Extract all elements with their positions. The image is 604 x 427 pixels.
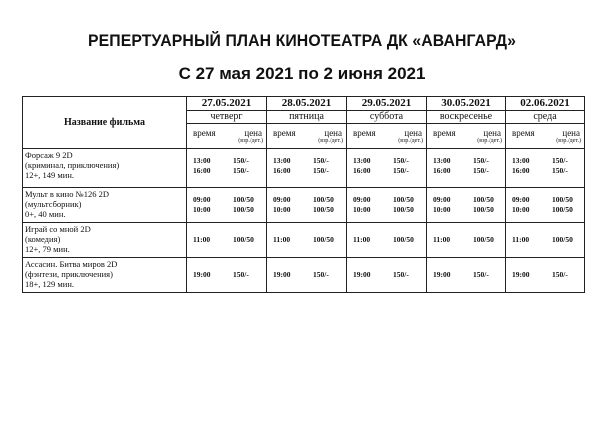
session-price: 100/50 xyxy=(233,195,254,204)
session-price: 150/- xyxy=(313,156,329,165)
session-time: 13:00 xyxy=(273,156,291,165)
film-info-line: Мульт в кино №126 2D xyxy=(25,189,109,199)
price-note: (взр./дет.) xyxy=(477,138,502,144)
session-time: 13:00 xyxy=(433,156,451,165)
session-cell xyxy=(347,258,427,293)
session-time: 19:00 xyxy=(193,270,211,279)
session-price: 100/50 xyxy=(313,205,334,214)
session-cell xyxy=(267,258,347,293)
session-time: 13:00 xyxy=(512,156,530,165)
session-time: 10:00 xyxy=(273,205,291,214)
film-cell xyxy=(23,223,187,258)
day-weekday: воскресенье xyxy=(427,111,506,124)
session-time: 10:00 xyxy=(433,205,451,214)
schedule-table xyxy=(22,96,585,293)
session-price: 150/- xyxy=(552,270,568,279)
film-info-line: Ассасин. Битва миров 2D xyxy=(25,259,118,269)
film-header: Название фильма xyxy=(23,97,187,149)
day-date: 30.05.2021 xyxy=(427,97,506,111)
session-price: 100/50 xyxy=(313,195,334,204)
price-note: (взр./дет.) xyxy=(238,138,263,144)
film-info-line: 18+, 129 мин. xyxy=(25,279,75,289)
day-weekday: среда xyxy=(506,111,585,124)
table-row xyxy=(23,258,585,293)
film-cell xyxy=(23,258,187,293)
session-price: 150/- xyxy=(233,270,249,279)
session-price: 150/- xyxy=(393,270,409,279)
session-cell xyxy=(506,258,585,293)
day-weekday: четверг xyxy=(187,111,267,124)
session-cell xyxy=(427,149,506,188)
day-date: 27.05.2021 xyxy=(187,97,267,111)
session-time: 11:00 xyxy=(193,235,211,244)
session-time: 19:00 xyxy=(512,270,530,279)
session-price: 150/- xyxy=(552,156,568,165)
session-price: 150/- xyxy=(313,270,329,279)
session-time: 09:00 xyxy=(273,195,291,204)
session-time: 19:00 xyxy=(273,270,291,279)
film-info-line: 0+, 40 мин. xyxy=(25,209,66,219)
session-price: 150/- xyxy=(552,166,568,175)
page-title: РЕПЕРТУАРНЫЙ ПЛАН КИНОТЕАТРА ДК «АВАНГАРД» xyxy=(87,31,517,50)
time-price-header xyxy=(427,124,506,149)
session-cell xyxy=(347,223,427,258)
session-time: 13:00 xyxy=(353,156,371,165)
session-cell xyxy=(187,149,267,188)
session-price: 100/50 xyxy=(473,235,494,244)
film-info-line: 12+, 149 мин. xyxy=(25,170,75,180)
session-time: 19:00 xyxy=(433,270,451,279)
session-cell xyxy=(347,188,427,223)
session-cell xyxy=(187,188,267,223)
session-time: 11:00 xyxy=(273,235,291,244)
session-cell xyxy=(427,188,506,223)
session-price: 150/- xyxy=(393,156,409,165)
session-cell xyxy=(427,223,506,258)
session-cell xyxy=(506,149,585,188)
session-cell xyxy=(187,223,267,258)
day-weekday: суббота xyxy=(347,111,427,124)
session-price: 100/50 xyxy=(233,235,254,244)
session-price: 150/- xyxy=(473,166,489,175)
session-price: 150/- xyxy=(473,270,489,279)
session-time: 11:00 xyxy=(512,235,530,244)
session-price: 100/50 xyxy=(393,235,414,244)
film-info-line: Играй со мной 2D xyxy=(25,224,91,234)
price-label: цена xyxy=(324,128,342,138)
film-info-line: (мультсборник) xyxy=(25,199,82,209)
time-price-header xyxy=(347,124,427,149)
session-time: 16:00 xyxy=(433,166,451,175)
session-price: 100/50 xyxy=(313,235,334,244)
film-cell xyxy=(23,188,187,223)
session-cell xyxy=(267,223,347,258)
session-price: 100/50 xyxy=(473,205,494,214)
session-cell xyxy=(187,258,267,293)
table-row xyxy=(23,223,585,258)
session-time: 16:00 xyxy=(193,166,211,175)
day-date: 28.05.2021 xyxy=(267,97,347,111)
session-price: 100/50 xyxy=(552,195,573,204)
price-label: цена xyxy=(562,128,580,138)
session-time: 16:00 xyxy=(353,166,371,175)
session-cell xyxy=(427,258,506,293)
session-price: 100/50 xyxy=(552,205,573,214)
session-time: 10:00 xyxy=(193,205,211,214)
session-cell xyxy=(267,188,347,223)
price-label: цена xyxy=(404,128,422,138)
session-price: 100/50 xyxy=(393,205,414,214)
session-price: 100/50 xyxy=(233,205,254,214)
session-price: 150/- xyxy=(233,166,249,175)
time-label: время xyxy=(433,128,456,138)
film-cell xyxy=(23,149,187,188)
page-subtitle: С 27 мая 2021 по 2 июня 2021 xyxy=(178,64,426,83)
session-time: 10:00 xyxy=(353,205,371,214)
session-time: 13:00 xyxy=(193,156,211,165)
session-time: 09:00 xyxy=(512,195,530,204)
time-label: время xyxy=(512,128,535,138)
time-price-header xyxy=(267,124,347,149)
session-time: 09:00 xyxy=(193,195,211,204)
session-price: 100/50 xyxy=(552,235,573,244)
day-date: 02.06.2021 xyxy=(506,97,585,111)
time-label: время xyxy=(273,128,296,138)
session-time: 19:00 xyxy=(353,270,371,279)
session-time: 10:00 xyxy=(512,205,530,214)
session-price: 100/50 xyxy=(473,195,494,204)
session-time: 16:00 xyxy=(512,166,530,175)
time-price-header xyxy=(187,124,267,149)
table-row xyxy=(23,188,585,223)
table-row xyxy=(23,149,585,188)
price-label: цена xyxy=(483,128,501,138)
session-price: 150/- xyxy=(473,156,489,165)
session-time: 11:00 xyxy=(433,235,451,244)
film-info-line: Форсаж 9 2D xyxy=(25,150,73,160)
film-info-line: (криминал, приключения) xyxy=(25,160,120,170)
session-time: 11:00 xyxy=(353,235,371,244)
session-time: 09:00 xyxy=(433,195,451,204)
film-info-line: (комедия) xyxy=(25,234,61,244)
session-price: 150/- xyxy=(233,156,249,165)
film-info-line: (фэнтези, приключения) xyxy=(25,269,113,279)
price-note: (взр./дет.) xyxy=(398,138,423,144)
day-weekday: пятница xyxy=(267,111,347,124)
time-price-header xyxy=(506,124,585,149)
session-price: 100/50 xyxy=(393,195,414,204)
session-cell xyxy=(506,223,585,258)
day-date: 29.05.2021 xyxy=(347,97,427,111)
session-time: 09:00 xyxy=(353,195,371,204)
time-label: время xyxy=(353,128,376,138)
price-label: цена xyxy=(244,128,262,138)
price-note: (взр./дет.) xyxy=(556,138,581,144)
session-time: 16:00 xyxy=(273,166,291,175)
film-info-line: 12+, 79 мин. xyxy=(25,244,70,254)
price-note: (взр./дет.) xyxy=(318,138,343,144)
session-price: 150/- xyxy=(393,166,409,175)
session-cell xyxy=(506,188,585,223)
session-cell xyxy=(347,149,427,188)
session-cell xyxy=(267,149,347,188)
session-price: 150/- xyxy=(313,166,329,175)
time-label: время xyxy=(193,128,216,138)
